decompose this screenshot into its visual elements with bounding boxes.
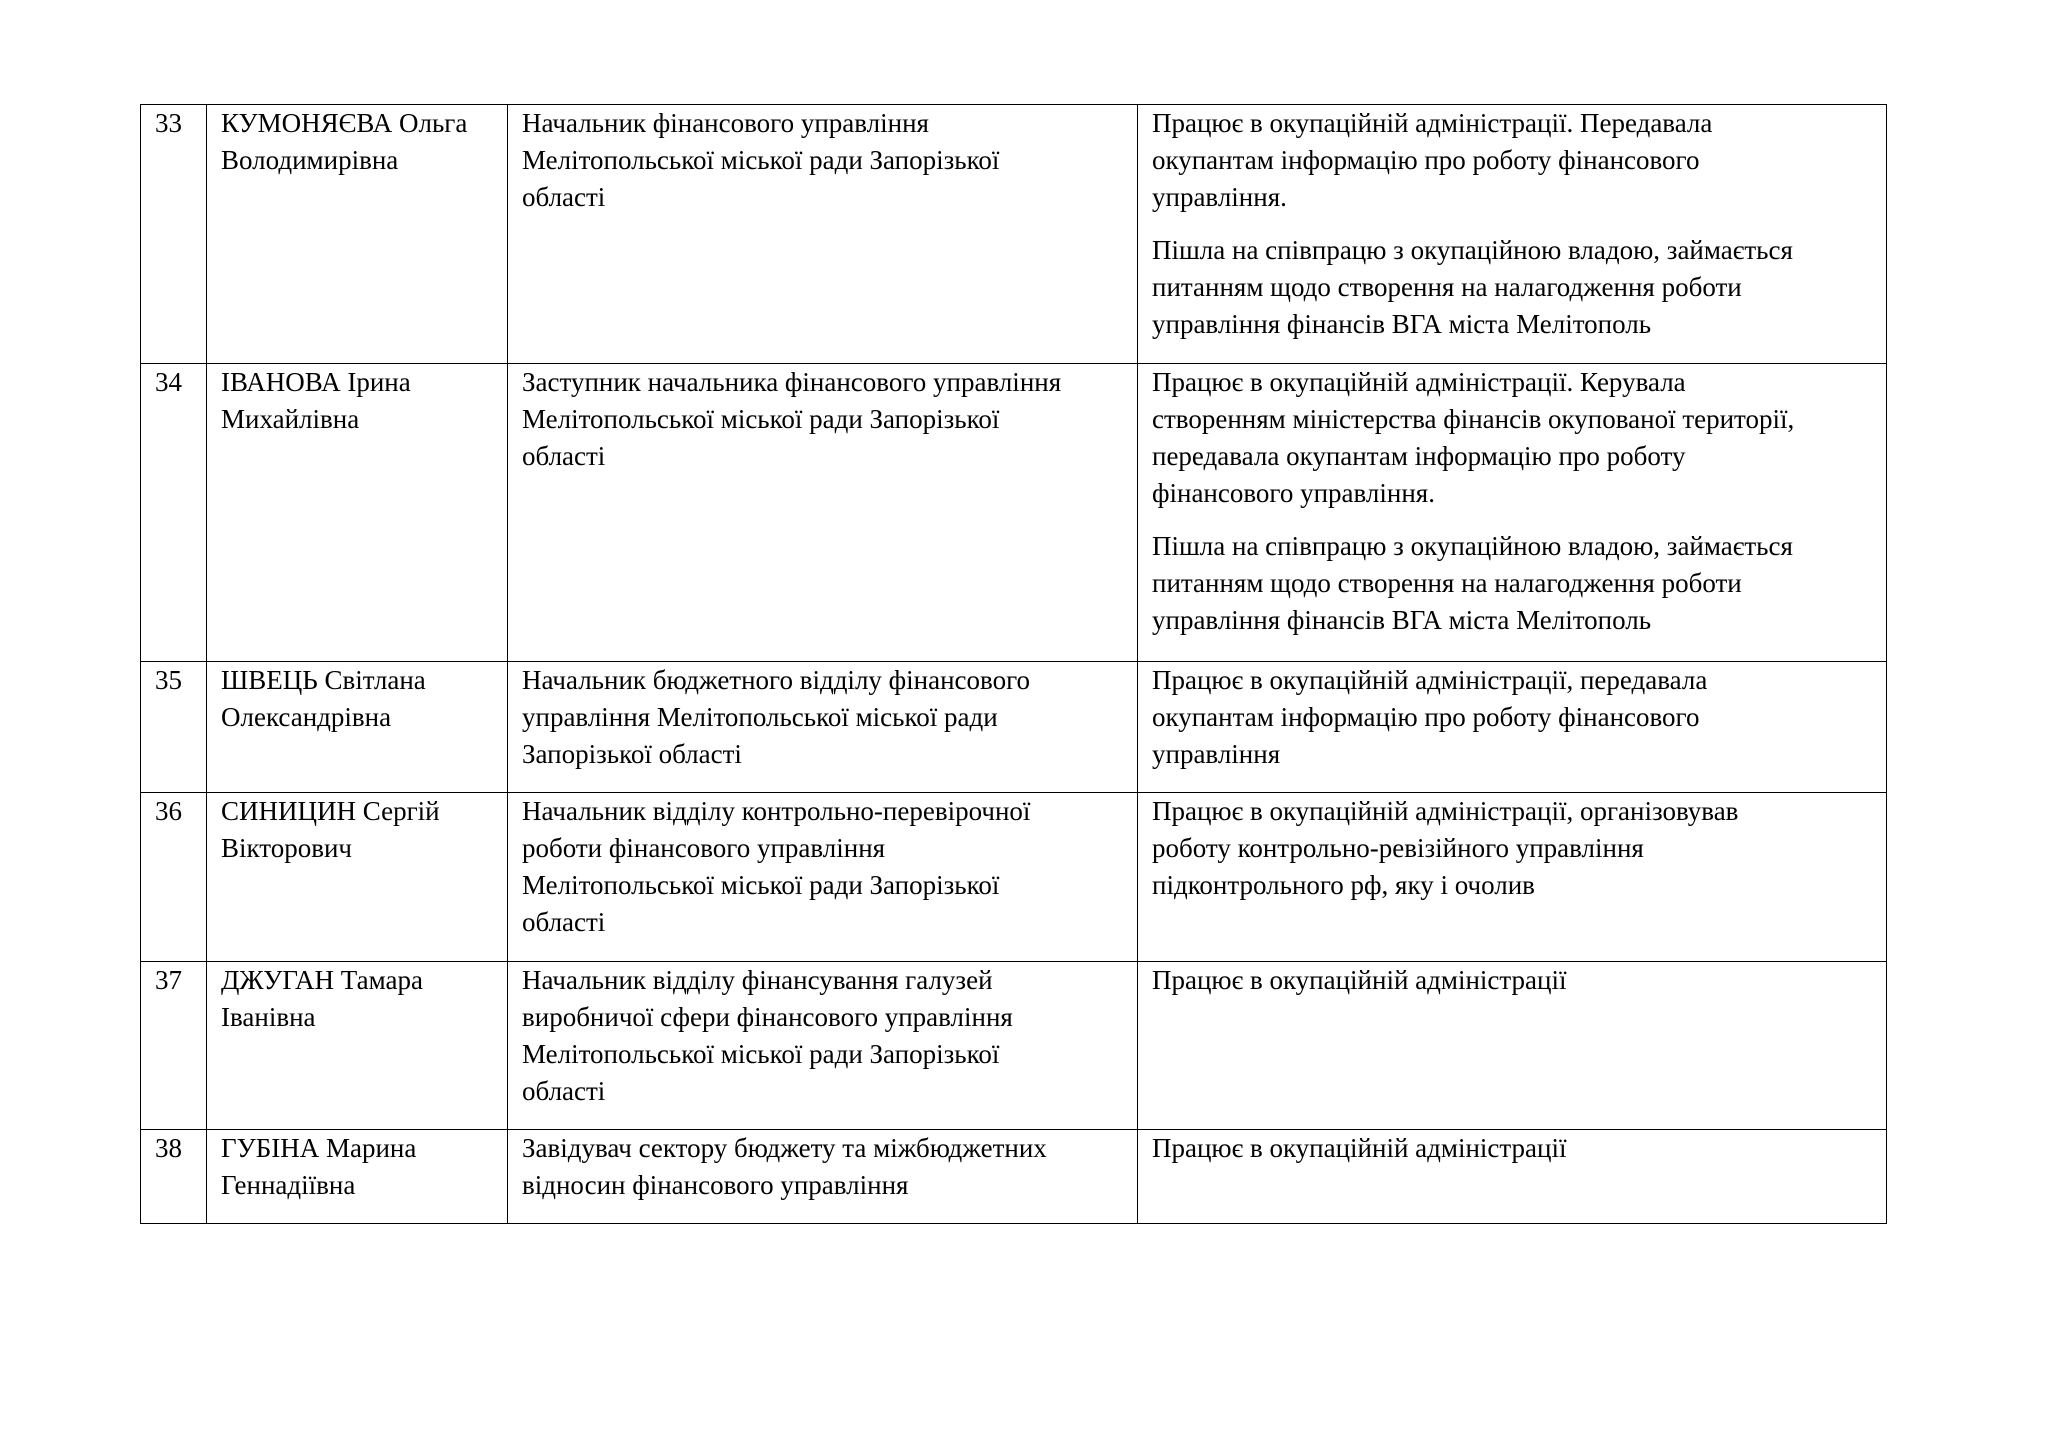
position-line: Начальник фінансового управління xyxy=(522,108,929,138)
position-cell xyxy=(508,662,1138,793)
description-line: Працює в окупаційній адміністрації. Передавала xyxy=(1152,108,1713,138)
name-line: Вікторович xyxy=(221,833,352,863)
name-line: ДЖУГАН Тамара xyxy=(221,965,423,995)
position-line: Мелітопольської міської ради Запорізької xyxy=(522,870,1000,900)
collaborators-table xyxy=(140,104,1887,1224)
name-cell xyxy=(207,662,508,793)
row-number-cell xyxy=(141,364,207,662)
position-cell xyxy=(508,105,1138,364)
name-cell xyxy=(207,1130,508,1224)
description-line: роботу контрольно-ревізійного управління xyxy=(1152,833,1644,863)
description-line: Працює в окупаційній адміністрації, організовував xyxy=(1152,796,1739,826)
description-line: окупантам інформацію про роботу фінансового xyxy=(1152,145,1700,175)
description-line: Працює в окупаційній адміністрації. Керувала xyxy=(1152,367,1686,397)
description-line: Працює в окупаційній адміністрації xyxy=(1152,965,1567,995)
table-row xyxy=(141,1130,1887,1224)
table-body xyxy=(141,105,1887,1224)
row-number: 36 xyxy=(155,796,182,826)
row-number-cell xyxy=(141,793,207,962)
name-line: Володимирівна xyxy=(221,145,399,175)
description-paragraph xyxy=(1152,528,1872,639)
table-row xyxy=(141,662,1887,793)
description-line: Пішла на співпрацю з окупаційною владою, займається xyxy=(1152,531,1793,561)
description-paragraph xyxy=(1152,962,1872,999)
description-line: питанням щодо створення на налагодження роботи xyxy=(1152,568,1742,598)
table-row xyxy=(141,793,1887,962)
position-line: області xyxy=(522,182,606,212)
row-number: 37 xyxy=(155,965,182,995)
name-line: ІВАНОВА Ірина xyxy=(221,367,411,397)
description-line: фінансового управління. xyxy=(1152,478,1435,508)
table-row xyxy=(141,962,1887,1130)
description-line: управління фінансів ВГА міста Мелітополь xyxy=(1152,309,1652,339)
position-line: Запорізької області xyxy=(522,739,742,769)
description-line: управління. xyxy=(1152,182,1287,212)
position-line: Мелітопольської міської ради Запорізької xyxy=(522,145,1000,175)
position-line: області xyxy=(522,907,606,937)
description-line: управління фінансів ВГА міста Мелітополь xyxy=(1152,605,1652,635)
position-line: Начальник відділу контрольно-перевірочної xyxy=(522,796,1031,826)
table-row xyxy=(141,105,1887,364)
description-line: питанням щодо створення на налагодження роботи xyxy=(1152,272,1742,302)
row-number-cell xyxy=(141,1130,207,1224)
name-line: КУМОНЯЄВА Ольга xyxy=(221,108,468,138)
description-paragraph xyxy=(1152,105,1872,216)
position-line: роботи фінансового управління xyxy=(522,833,886,863)
position-line: області xyxy=(522,441,606,471)
description-paragraph xyxy=(1152,662,1872,773)
description-cell xyxy=(1138,962,1887,1130)
row-number: 34 xyxy=(155,367,182,397)
position-line: області xyxy=(522,1076,606,1106)
name-line: ГУБІНА Марина xyxy=(221,1133,417,1163)
description-line: Працює в окупаційній адміністрації xyxy=(1152,1133,1567,1163)
description-paragraph xyxy=(1152,1130,1872,1167)
name-line: Геннадіївна xyxy=(221,1170,356,1200)
name-cell xyxy=(207,962,508,1130)
name-line: СИНИЦИН Сергій xyxy=(221,796,440,826)
description-cell xyxy=(1138,105,1887,364)
description-line: підконтрольного рф, яку і очолив xyxy=(1152,870,1535,900)
position-line: Начальник бюджетного відділу фінансового xyxy=(522,665,1030,695)
description-cell xyxy=(1138,364,1887,662)
description-line: Працює в окупаційній адміністрації, передавала xyxy=(1152,665,1708,695)
row-number: 35 xyxy=(155,665,182,695)
position-line: відносин фінансового управління xyxy=(522,1170,909,1200)
position-line: Мелітопольської міської ради Запорізької xyxy=(522,1039,1000,1069)
position-cell xyxy=(508,1130,1138,1224)
description-paragraph xyxy=(1152,364,1872,512)
description-cell xyxy=(1138,793,1887,962)
position-line: Начальник відділу фінансування галузей xyxy=(522,965,993,995)
position-line: Мелітопольської міської ради Запорізької xyxy=(522,404,1000,434)
row-number-cell xyxy=(141,962,207,1130)
row-number: 38 xyxy=(155,1133,182,1163)
name-line: Іванівна xyxy=(221,1002,316,1032)
table-row xyxy=(141,364,1887,662)
description-paragraph xyxy=(1152,793,1872,904)
position-line: виробничої сфери фінансового управління xyxy=(522,1002,1013,1032)
row-number: 33 xyxy=(155,108,182,138)
name-cell xyxy=(207,793,508,962)
description-line: окупантам інформацію про роботу фінансового xyxy=(1152,702,1700,732)
name-line: Михайлівна xyxy=(221,404,360,434)
position-line: Заступник начальника фінансового управління xyxy=(522,367,1062,397)
description-line: передавала окупантам інформацію про роботу xyxy=(1152,441,1686,471)
position-cell xyxy=(508,364,1138,662)
position-cell xyxy=(508,793,1138,962)
description-line: управління xyxy=(1152,739,1281,769)
row-number-cell xyxy=(141,662,207,793)
name-line: Олександрівна xyxy=(221,702,392,732)
description-line: створенням міністерства фінансів окупованої території, xyxy=(1152,404,1795,434)
description-cell xyxy=(1138,1130,1887,1224)
name-cell xyxy=(207,364,508,662)
position-line: Завідувач сектору бюджету та міжбюджетних xyxy=(522,1133,1047,1163)
name-cell xyxy=(207,105,508,364)
row-number-cell xyxy=(141,105,207,364)
name-line: ШВЕЦЬ Світлана xyxy=(221,665,426,695)
description-cell xyxy=(1138,662,1887,793)
position-cell xyxy=(508,962,1138,1130)
description-line: Пішла на співпрацю з окупаційною владою, займається xyxy=(1152,235,1793,265)
description-paragraph xyxy=(1152,232,1872,343)
position-line: управління Мелітопольської міської ради xyxy=(522,702,998,732)
